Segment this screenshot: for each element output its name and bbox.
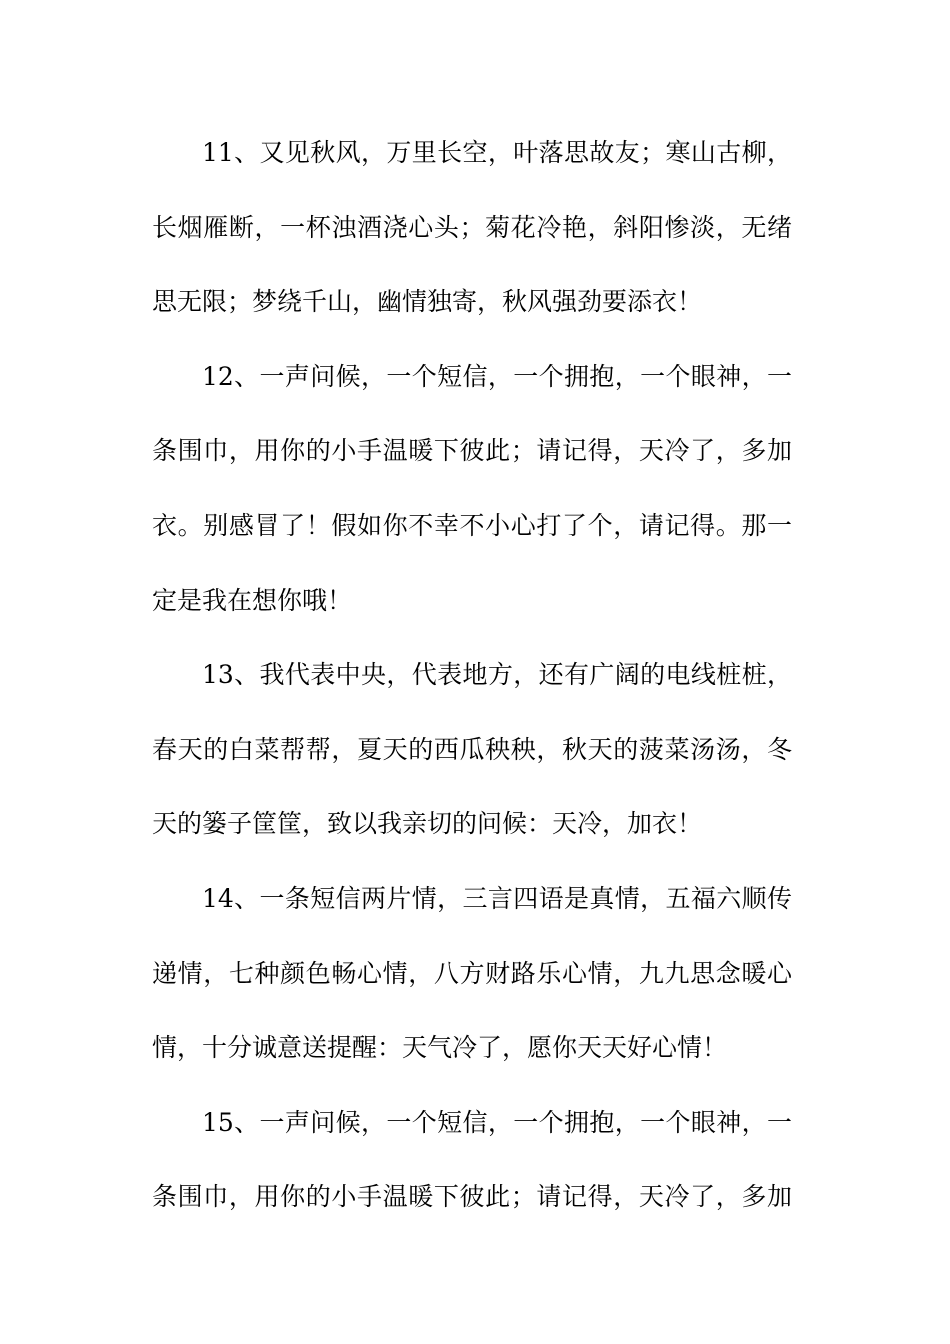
paragraph-14 — [152, 862, 792, 1086]
paragraph-line: 春天的白菜帮帮，夏天的西瓜秧秧，秋天的菠菜汤汤，冬 — [152, 734, 792, 764]
paragraph-12 — [152, 340, 792, 638]
paragraph-line: 12、一声问候，一个短信，一个拥抱，一个眼神，一 — [202, 361, 792, 391]
paragraph-line: 13、我代表中央，代表地方，还有广阔的电线桩桩， — [202, 660, 792, 690]
paragraph-line: 条围巾，用你的小手温暖下彼此；请记得，天冷了，多加 — [152, 436, 792, 466]
document-body — [152, 116, 792, 1235]
paragraph-13 — [152, 638, 792, 862]
paragraph-15 — [152, 1086, 792, 1235]
paragraph-line: 天的篓子筐筐，致以我亲切的问候：天冷，加衣！ — [152, 809, 703, 839]
paragraph-line: 思无限；梦绕千山，幽情独寄，秋风强劲要添衣！ — [152, 287, 703, 317]
paragraph-11 — [152, 116, 792, 340]
paragraph-line: 递情，七种颜色畅心情，八方财路乐心情，九九思念暖心 — [152, 958, 792, 988]
paragraph-line: 条围巾，用你的小手温暖下彼此；请记得，天冷了，多加 — [152, 1182, 792, 1212]
paragraph-line: 情，十分诚意送提醒：天气冷了，愿你天天好心情！ — [152, 1033, 728, 1063]
paragraph-line: 14、一条短信两片情，三言四语是真情，五福六顺传 — [202, 883, 792, 913]
paragraph-line: 15、一声问候，一个短信，一个拥抱，一个眼神，一 — [202, 1107, 792, 1137]
paragraph-line: 11、又见秋风，万里长空，叶落思故友；寒山古柳， — [202, 138, 792, 167]
paragraph-line: 定是我在想你哦！ — [152, 585, 353, 615]
paragraph-line: 长烟雁断，一杯浊酒浇心头；菊花冷艳，斜阳惨淡，无绪 — [152, 212, 792, 242]
paragraph-line: 衣。别感冒了！假如你不幸不小心打了个，请记得。那一 — [152, 510, 792, 540]
